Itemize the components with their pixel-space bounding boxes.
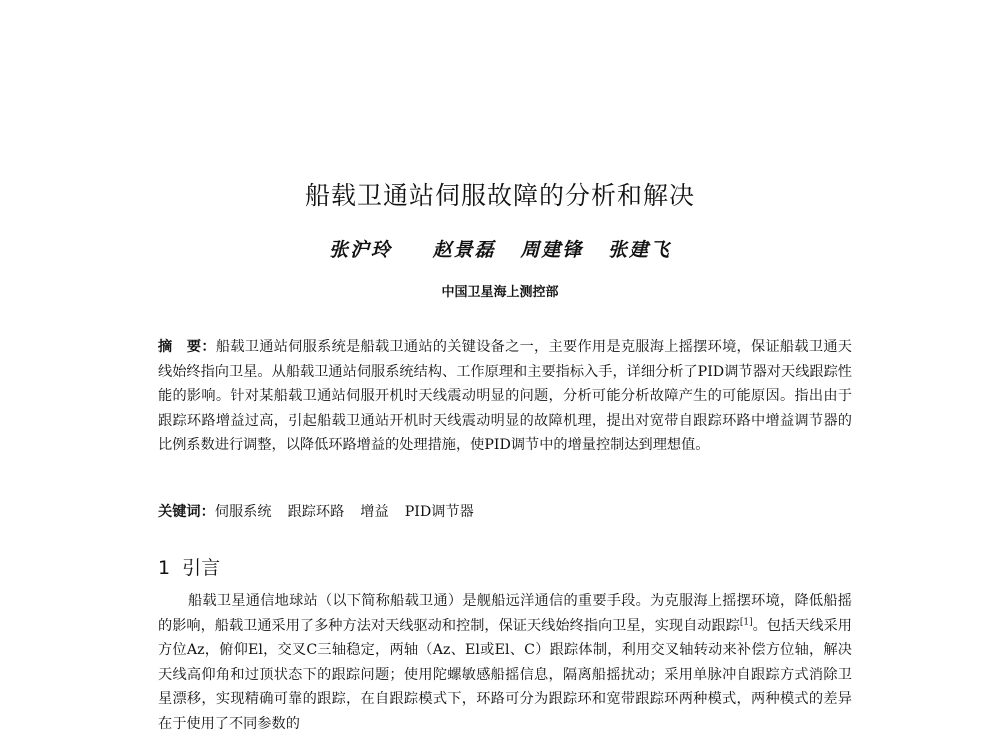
keywords (158, 500, 852, 525)
keyword: 增益 (360, 504, 389, 520)
author-affiliation: 中国卫星海上测控部 (441, 285, 559, 300)
body-text: 。包括天线采用方位Az，俯仰El，交叉C三轴稳定，两轴（Az、El或El、C）跟踪体制，利用交叉轴转动来补偿方位轴，解决天线高仰角和过顶状态下的跟踪问题；使用陀螺敏感船摇信息，隔离船摇扰动；采用单脉冲自跟踪方式消除卫星漂移，实现精确可靠的跟踪，在自跟踪模式下，环路可分为跟踪环和宽带跟踪环两种模式，两种模式的差异在于使用了不同参数的 (158, 617, 852, 732)
keyword: PID调节器 (404, 504, 474, 520)
citation-marker: [1] (739, 616, 753, 627)
abstract-label: 摘 要： (158, 339, 216, 355)
author-name: 张建飞 (607, 239, 671, 261)
author-name: 张沪玲 (329, 239, 393, 261)
section-number: 1 (158, 557, 171, 579)
keyword: 伺服系统 (214, 504, 272, 520)
section-body (158, 589, 852, 737)
paper-title: 船载卫通站伺服故障的分析和解决 (304, 181, 695, 210)
abstract (158, 335, 852, 458)
section-heading (158, 553, 220, 580)
body-text: 船载卫星通信地球站（以下简称船载卫通）是舰船远洋通信的重要手段。为克服海上摇摆环境，降低船摇的影响，船载卫通采用了多种方法对天线驱动和控制，保证天线始终指向卫星，实现自动跟踪 (158, 593, 852, 634)
keywords-label: 关键词： (158, 504, 215, 520)
abstract-text: 船载卫通站伺服系统是船载卫通站的关键设备之一，主要作用是克服海上摇摆环境，保证船载卫通天线始终指向卫星。从船载卫通站伺服系统结构、工作原理和主要指标入手，详细分析了PID调节器对天线跟踪性能的影响。针对某船载卫通站伺服开机时天线震动明显的问题，分析可能分析故障产生的可能原因。指出由于跟踪环路增益过高，引起船载卫通站开机时天线震动明显的故障机理，提出对宽带自跟踪环路中增益调节器的比例系数进行调整，以降低环路增益的处理措施，使PID调节中的增量控制达到理想值。 (158, 339, 852, 454)
author-name: 周建锋 (520, 239, 584, 261)
keyword: 跟踪环路 (287, 504, 345, 520)
author-name: 赵景磊 (432, 239, 496, 261)
author-list (0, 235, 1000, 262)
section-title: 引言 (182, 557, 221, 579)
